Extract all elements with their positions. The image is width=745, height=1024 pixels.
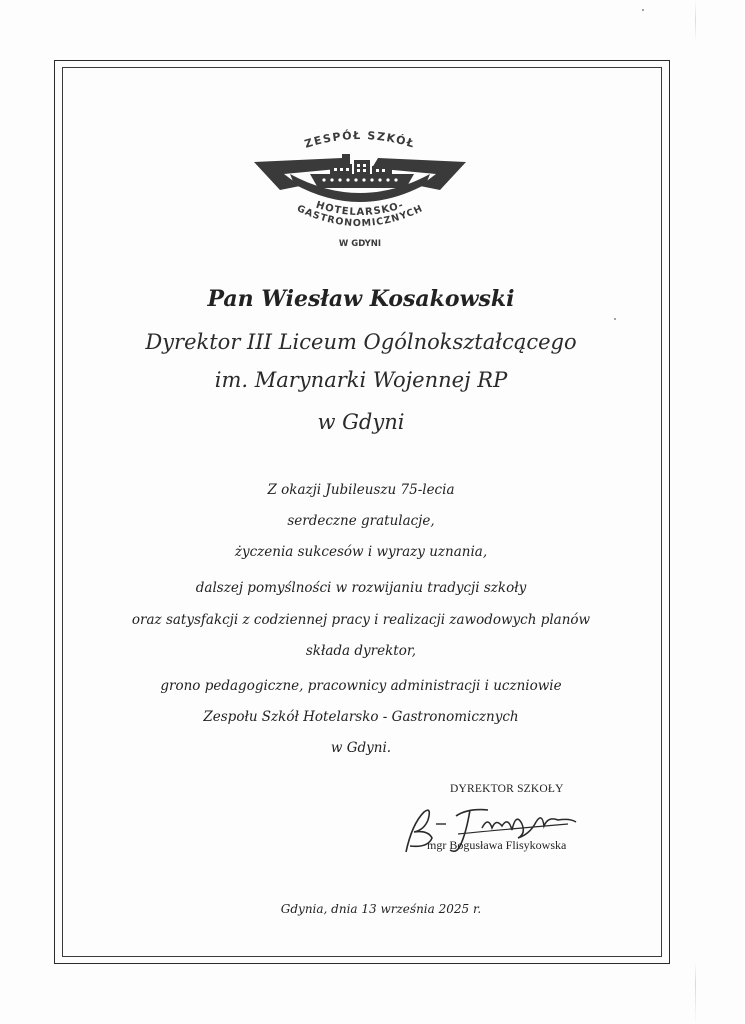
scan-edge-mark: [695, 0, 696, 1024]
body-line-6: składa dyrektor,: [305, 643, 417, 659]
handwritten-signature: [398, 794, 588, 864]
signature-title: DYREKTOR SZKOŁY: [450, 783, 564, 795]
logo-bottom-text: GASTRONOMICZNYCH: [295, 203, 425, 230]
body-line-5: oraz satysfakcji z codziennej pracy i realizacji zawodowych planów: [131, 612, 591, 628]
signature-name: mgr Bogusława Flisykowska: [427, 838, 567, 852]
recipient-line-1: Dyrektor III Liceum Ogólnokształcącego: [145, 330, 577, 354]
recipient-line-2: im. Marynarki Wojennej RP: [214, 368, 508, 392]
logo-top-text: ZESPÓŁ SZKÓŁ: [302, 128, 418, 151]
body-line-9: w Gdyni.: [330, 740, 392, 756]
school-logo: [250, 128, 470, 256]
ship-emblem-icon: [254, 154, 466, 202]
body-line-8: Zespołu Szkół Hotelarsko - Gastronomicznych: [203, 709, 519, 725]
date-line: Gdynia, dnia 13 września 2025 r.: [280, 902, 482, 916]
body-line-7: grono pedagogiczne, pracownicy administracji i uczniowie: [160, 678, 562, 694]
body-line-4: dalszej pomyślności w rozwijaniu tradycji szkoły: [195, 580, 527, 596]
scan-speck: [642, 9, 644, 11]
logo-city-text: W GDYNI: [338, 239, 382, 249]
recipient-name: Pan Wiesław Kosakowski: [207, 286, 515, 312]
body-line-3: życzenia sukcesów i wyrazy uznania,: [234, 544, 488, 560]
svg-text:ZESPÓŁ SZKÓŁ: [303, 129, 417, 151]
scan-speck: [614, 318, 616, 320]
logo-middle-text: HOTELARSKO-: [314, 199, 406, 219]
body-line-1: Z okazji Jubileuszu 75-lecia: [267, 482, 455, 498]
body-line-2: serdeczne gratulacje,: [287, 513, 435, 529]
recipient-line-3: w Gdyni: [317, 410, 405, 434]
